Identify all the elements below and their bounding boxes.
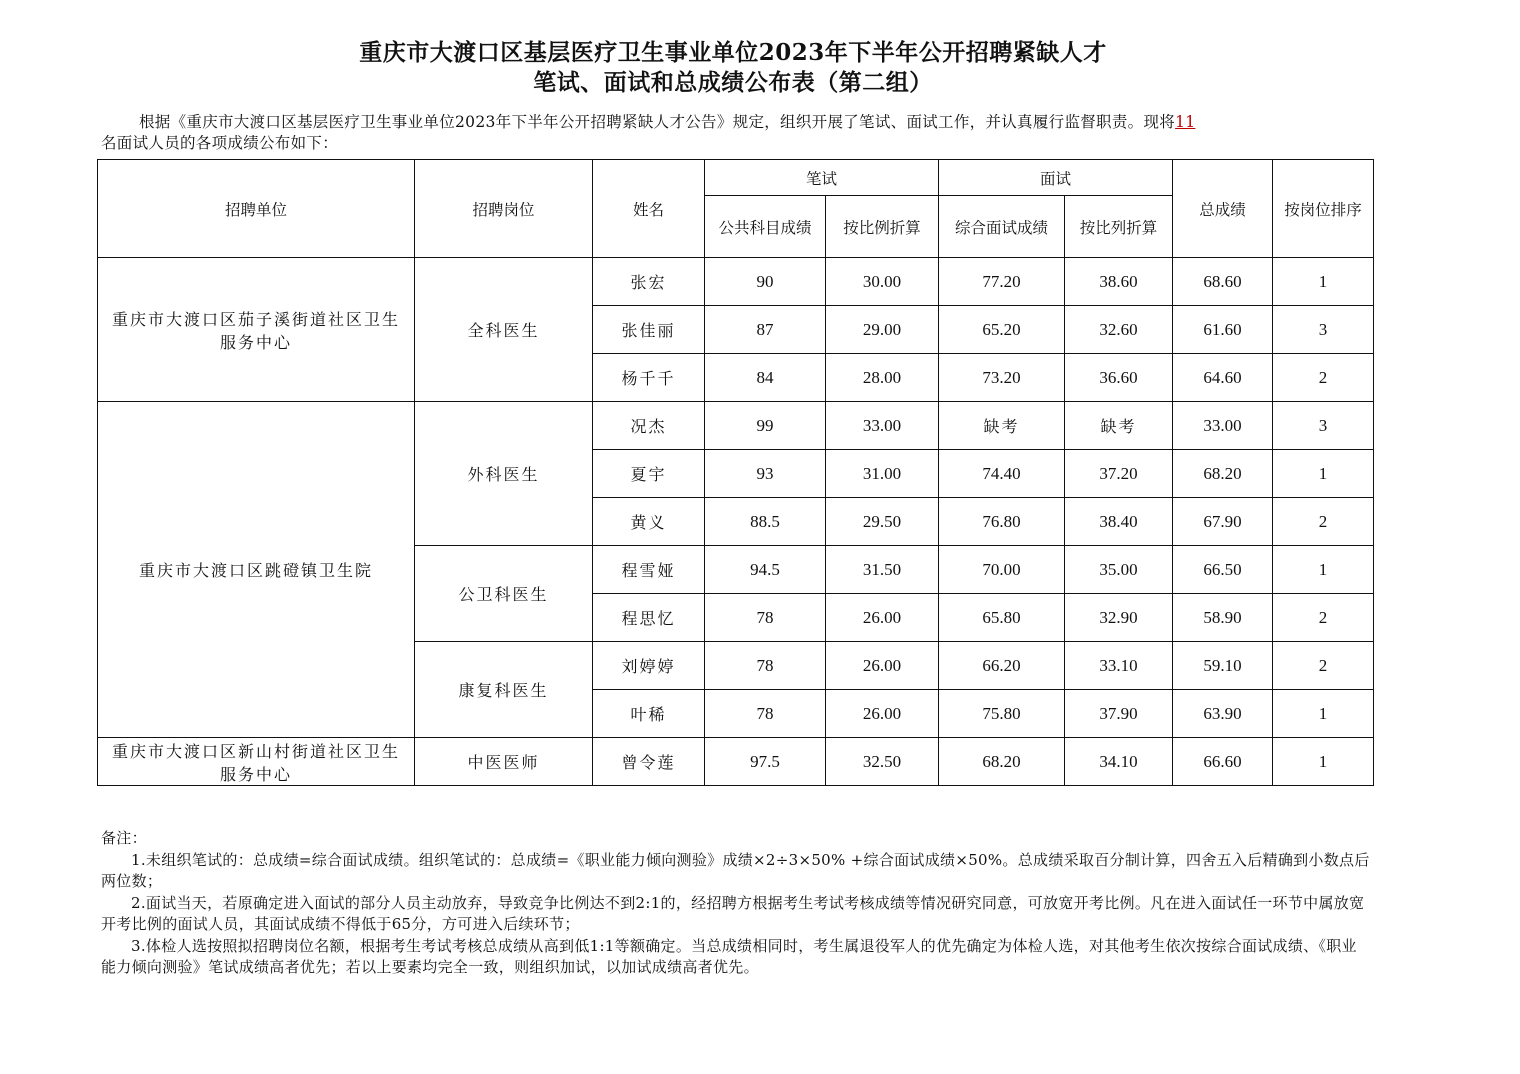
written-score-cell: 87 xyxy=(705,306,826,354)
header-total: 总成绩 xyxy=(1173,160,1273,258)
rank-cell: 2 xyxy=(1273,642,1374,690)
note-item: 2.面试当天，若原确定进入面试的部分人员主动放弃，导致竞争比例达不到2:1的，经招聘方根据考生考试考核成绩等情况研究同意，可放宽开考比例。凡在进入面试任一环节中属放宽开考比例的面试人员，其面试成绩不得低于65分，方可进入后续环节； xyxy=(101,893,1365,933)
written-score-cell: 88.5 xyxy=(705,498,826,546)
interview-score-cell: 77.20 xyxy=(939,258,1065,306)
interview-ratio-cell: 32.90 xyxy=(1065,594,1173,642)
interview-ratio-cell: 33.10 xyxy=(1065,642,1173,690)
name-cell: 刘婷婷 xyxy=(593,642,705,690)
unit-cell: 重庆市大渡口区新山村街道社区卫生服务中心 xyxy=(98,738,415,786)
table-row xyxy=(98,402,1374,450)
interview-ratio-cell: 36.60 xyxy=(1065,354,1173,402)
interview-score-cell: 66.20 xyxy=(939,642,1065,690)
notes-heading: 备注： xyxy=(101,829,147,847)
header-written-score: 公共科目成绩 xyxy=(705,196,826,258)
intro-paragraph xyxy=(101,112,1363,154)
name-cell: 夏宇 xyxy=(593,450,705,498)
interview-score-cell: 65.80 xyxy=(939,594,1065,642)
total-cell: 66.60 xyxy=(1173,738,1273,786)
rank-cell: 1 xyxy=(1273,738,1374,786)
total-cell: 64.60 xyxy=(1173,354,1273,402)
notes-section xyxy=(101,828,1371,979)
rank-cell: 1 xyxy=(1273,258,1374,306)
interview-score-cell: 76.80 xyxy=(939,498,1065,546)
total-cell: 66.50 xyxy=(1173,546,1273,594)
written-ratio-cell: 33.00 xyxy=(826,402,939,450)
header-row-1 xyxy=(98,160,1374,196)
total-cell: 68.20 xyxy=(1173,450,1273,498)
interview-score-cell: 缺考 xyxy=(939,402,1065,450)
rank-cell: 3 xyxy=(1273,402,1374,450)
written-score-cell: 84 xyxy=(705,354,826,402)
total-cell: 63.90 xyxy=(1173,690,1273,738)
written-ratio-cell: 29.00 xyxy=(826,306,939,354)
position-cell: 公卫科医生 xyxy=(415,546,593,642)
rank-cell: 1 xyxy=(1273,450,1374,498)
header-unit: 招聘单位 xyxy=(98,160,415,258)
name-cell: 张宏 xyxy=(593,258,705,306)
note-item: 3.体检人选按照拟招聘岗位名额，根据考生考试考核总成绩从高到低1:1等额确定。当总成绩相同时，考生属退役军人的优先确定为体检人选，对其他考生依次按综合面试成绩、《职业能力倾向测验》笔试成绩高者优先；若以上要素均完全一致，则组织加试，以加试成绩高者优先。 xyxy=(101,936,1357,976)
position-cell: 中医医师 xyxy=(415,738,593,786)
table-row xyxy=(98,738,1374,786)
name-cell: 曾令莲 xyxy=(593,738,705,786)
written-ratio-cell: 26.00 xyxy=(826,642,939,690)
written-ratio-cell: 31.00 xyxy=(826,450,939,498)
written-score-cell: 90 xyxy=(705,258,826,306)
header-written-ratio: 按比例折算 xyxy=(826,196,939,258)
interview-score-cell: 75.80 xyxy=(939,690,1065,738)
interview-ratio-cell: 34.10 xyxy=(1065,738,1173,786)
header-interview: 面试 xyxy=(939,160,1173,196)
interview-score-cell: 74.40 xyxy=(939,450,1065,498)
written-score-cell: 78 xyxy=(705,690,826,738)
interview-ratio-cell: 缺考 xyxy=(1065,402,1173,450)
written-score-cell: 97.5 xyxy=(705,738,826,786)
written-ratio-cell: 26.00 xyxy=(826,594,939,642)
interviewee-count: 11 xyxy=(1175,113,1196,131)
interview-score-cell: 70.00 xyxy=(939,546,1065,594)
name-cell: 杨千千 xyxy=(593,354,705,402)
interview-ratio-cell: 32.60 xyxy=(1065,306,1173,354)
written-score-cell: 94.5 xyxy=(705,546,826,594)
table-row xyxy=(98,258,1374,306)
interview-ratio-cell: 38.60 xyxy=(1065,258,1173,306)
intro-text: 根据《重庆市大渡口区基层医疗卫生事业单位2023年下半年公开招聘紧缺人才公告》规定，组织开展了笔试、面试工作，并认真履行监督职责。现将 xyxy=(139,113,1176,131)
rank-cell: 2 xyxy=(1273,354,1374,402)
header-interview-score: 综合面试成绩 xyxy=(939,196,1065,258)
name-cell: 叶稀 xyxy=(593,690,705,738)
total-cell: 67.90 xyxy=(1173,498,1273,546)
intro-text-tail: 名面试人员的各项成绩公布如下： xyxy=(101,134,339,152)
rank-cell: 3 xyxy=(1273,306,1374,354)
page-title-line1: 重庆市大渡口区基层医疗卫生事业单位2023年下半年公开招聘紧缺人才 xyxy=(359,39,1107,66)
written-ratio-cell: 31.50 xyxy=(826,546,939,594)
name-cell: 况杰 xyxy=(593,402,705,450)
header-written: 笔试 xyxy=(705,160,939,196)
total-cell: 33.00 xyxy=(1173,402,1273,450)
written-score-cell: 99 xyxy=(705,402,826,450)
interview-ratio-cell: 37.20 xyxy=(1065,450,1173,498)
unit-cell: 重庆市大渡口区茄子溪街道社区卫生服务中心 xyxy=(98,258,415,402)
interview-score-cell: 68.20 xyxy=(939,738,1065,786)
name-cell: 张佳丽 xyxy=(593,306,705,354)
note-item: 1.未组织笔试的：总成绩=综合面试成绩。组织笔试的：总成绩=《职业能力倾向测验》成绩×2÷3×50% +综合面试成绩×50%。总成绩采取百分制计算，四舍五入后精确到小数点后两位数； xyxy=(101,850,1370,890)
rank-cell: 2 xyxy=(1273,498,1374,546)
written-ratio-cell: 26.00 xyxy=(826,690,939,738)
header-interview-ratio: 按比列折算 xyxy=(1065,196,1173,258)
name-cell: 程思忆 xyxy=(593,594,705,642)
unit-cell: 重庆市大渡口区跳磴镇卫生院 xyxy=(98,402,415,738)
score-table xyxy=(97,159,1374,786)
written-ratio-cell: 28.00 xyxy=(826,354,939,402)
total-cell: 58.90 xyxy=(1173,594,1273,642)
total-cell: 59.10 xyxy=(1173,642,1273,690)
interview-ratio-cell: 35.00 xyxy=(1065,546,1173,594)
header-name: 姓名 xyxy=(593,160,705,258)
header-rank: 按岗位排序 xyxy=(1273,160,1374,258)
total-cell: 61.60 xyxy=(1173,306,1273,354)
name-cell: 黄义 xyxy=(593,498,705,546)
position-cell: 外科医生 xyxy=(415,402,593,546)
interview-score-cell: 65.20 xyxy=(939,306,1065,354)
name-cell: 程雪娅 xyxy=(593,546,705,594)
header-position: 招聘岗位 xyxy=(415,160,593,258)
total-cell: 68.60 xyxy=(1173,258,1273,306)
written-score-cell: 93 xyxy=(705,450,826,498)
written-score-cell: 78 xyxy=(705,642,826,690)
written-ratio-cell: 29.50 xyxy=(826,498,939,546)
rank-cell: 2 xyxy=(1273,594,1374,642)
interview-ratio-cell: 37.90 xyxy=(1065,690,1173,738)
page-title-line2: 笔试、面试和总成绩公布表（第二组） xyxy=(533,69,933,96)
rank-cell: 1 xyxy=(1273,690,1374,738)
written-ratio-cell: 30.00 xyxy=(826,258,939,306)
position-cell: 康复科医生 xyxy=(415,642,593,738)
interview-score-cell: 73.20 xyxy=(939,354,1065,402)
written-ratio-cell: 32.50 xyxy=(826,738,939,786)
interview-ratio-cell: 38.40 xyxy=(1065,498,1173,546)
written-score-cell: 78 xyxy=(705,594,826,642)
rank-cell: 1 xyxy=(1273,546,1374,594)
position-cell: 全科医生 xyxy=(415,258,593,402)
